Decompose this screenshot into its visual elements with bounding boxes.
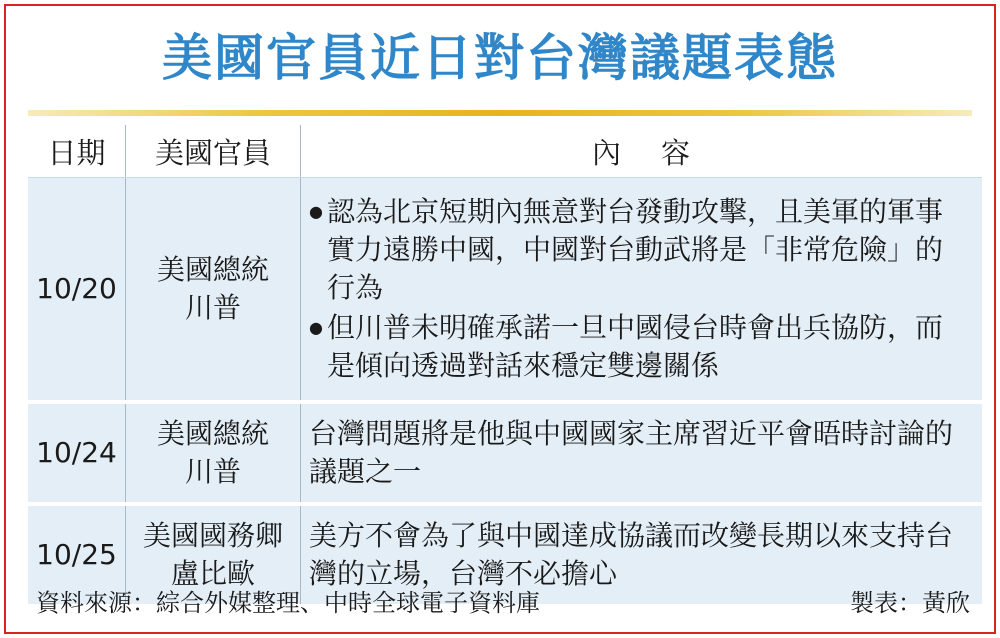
table-row [28,178,982,403]
row-date: 10/25 [28,504,126,606]
row-content [301,402,983,504]
row-date: 10/20 [28,178,126,403]
source-note: 資料來源：綜合外媒整理、中時全球電子資料庫 [36,589,540,617]
header-date: 日期 [28,125,126,178]
row-content [301,178,983,403]
credit-note: 製表：黃欣 [850,589,970,617]
content-text: 台灣問題將是他與中國國家主席習近平會晤時討論的議題之一 [309,417,954,488]
row-date: 10/24 [28,402,126,504]
header-official: 美國官員 [126,125,301,178]
official-name: 川普 [184,455,241,488]
row-official [126,178,301,403]
header-content: 內容 [301,125,983,178]
content-text: 美方不會為了與中國達成協議而改變長期以來支持台灣的立場，台灣不必擔心 [309,519,954,590]
page-title: 美國官員近日對台灣議題表態 [162,29,838,87]
official-title: 美國總統 [156,253,269,286]
infographic-frame [4,4,996,634]
official-name: 盧比歐 [170,557,255,590]
content-bullet: ● 認為北京短期內無意對台發動攻擊，且美軍的軍事實力遠勝中國，中國對台動武將是「非常危險」的行為 [309,193,964,307]
official-title: 美國國務卿 [142,519,283,552]
official-title: 美國總統 [156,417,269,450]
official-name: 川普 [184,291,241,324]
statements-table [28,125,982,608]
footer [36,588,970,618]
content-bullet: ● 但川普未明確承諾一旦中國侵台時會出兵協防，而是傾向透過對話來穩定雙邊關係 [309,309,964,385]
table-header-row [28,125,982,178]
title-divider [28,110,972,116]
table-row [28,402,982,504]
row-official [126,402,301,504]
